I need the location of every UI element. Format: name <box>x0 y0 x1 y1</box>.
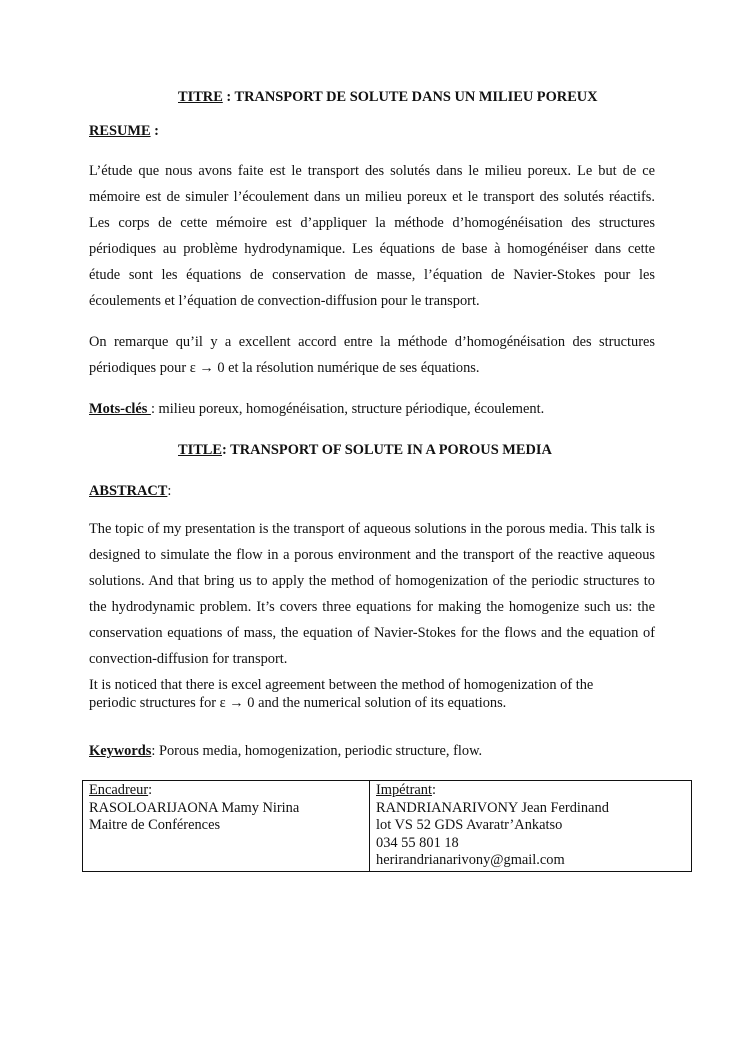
signature-table-row <box>83 781 692 872</box>
french-keywords <box>89 401 655 418</box>
english-title-label: TITLE <box>178 442 222 458</box>
french-paragraph-1: L’étude que nous avons faite est le transport des solutés dans le milieu poreux. Le but de ce mémoire est de simuler l’écoulement dans un milieu poreux et le transport des solutés réactifs. Les corps de cette mémoire est d’appliquer la méthode d’homogénéisation des structures périodiques au problème hydrodynamique. Les équations de base à homogénéiser dans cette étude sont les équations de conservation de masse, l’équation de Navier-Stokes pour les écoulements et l’équation de convection-diffusion pour le transport. <box>89 163 655 309</box>
english-title <box>178 442 698 459</box>
supervisor-title: Maitre de Conférences <box>89 817 221 833</box>
supervisor-label-suffix: : <box>148 782 153 798</box>
candidate-label: Impétrant <box>376 782 432 798</box>
supervisor-label-line <box>89 782 363 800</box>
candidate-phone: 034 55 801 18 <box>376 834 459 851</box>
french-keywords-label: Mots-clés <box>89 401 151 417</box>
french-keywords-text: : milieu poreux, homogénéisation, structure périodique, écoulement. <box>150 401 545 417</box>
french-title-text: : TRANSPORT DE SOLUTE DANS UN MILIEU POREUX <box>222 89 598 105</box>
french-paragraph-2-line-1: On remarque qu’il y a excellent accord entre la méthode d’homogénéisation des structures <box>89 334 655 350</box>
english-paragraph-2-line-2: periodic structures for ε → 0 and the numerical solution of its equations. <box>89 695 507 711</box>
resume-suffix: : <box>150 123 159 139</box>
abstract-suffix: : <box>167 483 172 499</box>
supervisor-name: RASOLOARIJAONA Mamy Nirina <box>89 799 300 816</box>
english-paragraph-2 <box>89 676 655 712</box>
candidate-email[interactable]: herirandrianarivony@gmail.com <box>376 852 565 868</box>
resume-label: RESUME <box>89 123 151 139</box>
english-keywords <box>89 743 655 760</box>
supervisor-cell <box>83 781 370 872</box>
french-title <box>178 89 698 106</box>
english-title-text: : TRANSPORT OF SOLUTE IN A POROUS MEDIA <box>222 442 552 458</box>
english-keywords-label: Keywords <box>89 743 152 759</box>
french-paragraph-2-line-2: périodiques pour ε → 0 et la résolution numérique de ses équations. <box>89 360 480 376</box>
candidate-label-suffix: : <box>431 782 436 798</box>
english-keywords-text: : Porous media, homogenization, periodic structure, flow. <box>151 743 483 759</box>
abstract-heading <box>89 483 655 500</box>
candidate-label-line <box>376 782 685 800</box>
french-title-label: TITRE <box>178 89 223 105</box>
english-paragraph-2-line-1: It is noticed that there is excel agreement between the method of homogenization of the <box>89 677 594 693</box>
candidate-name: RANDRIANARIVONY Jean Ferdinand <box>376 799 609 816</box>
candidate-cell <box>370 781 692 872</box>
candidate-address: lot VS 52 GDS Avaratr’Ankatso <box>376 817 563 833</box>
english-paragraph-1: The topic of my presentation is the transport of aqueous solutions in the porous media. This talk is designed to simulate the flow in a porous environment and the transport of the reactive aqueous solutions. And that bring us to apply the method of homogenization of the periodic structures to the hydrodynamic problem. It’s covers three equations for making the homogenize such us: the conservation equations of mass, the equation of Navier-Stokes for the flows and the equation of convection-diffusion for transport. <box>89 521 655 667</box>
supervisor-label: Encadreur <box>89 782 149 798</box>
signature-table <box>82 780 692 872</box>
abstract-label: ABSTRACT <box>89 483 168 499</box>
resume-heading <box>89 123 655 140</box>
